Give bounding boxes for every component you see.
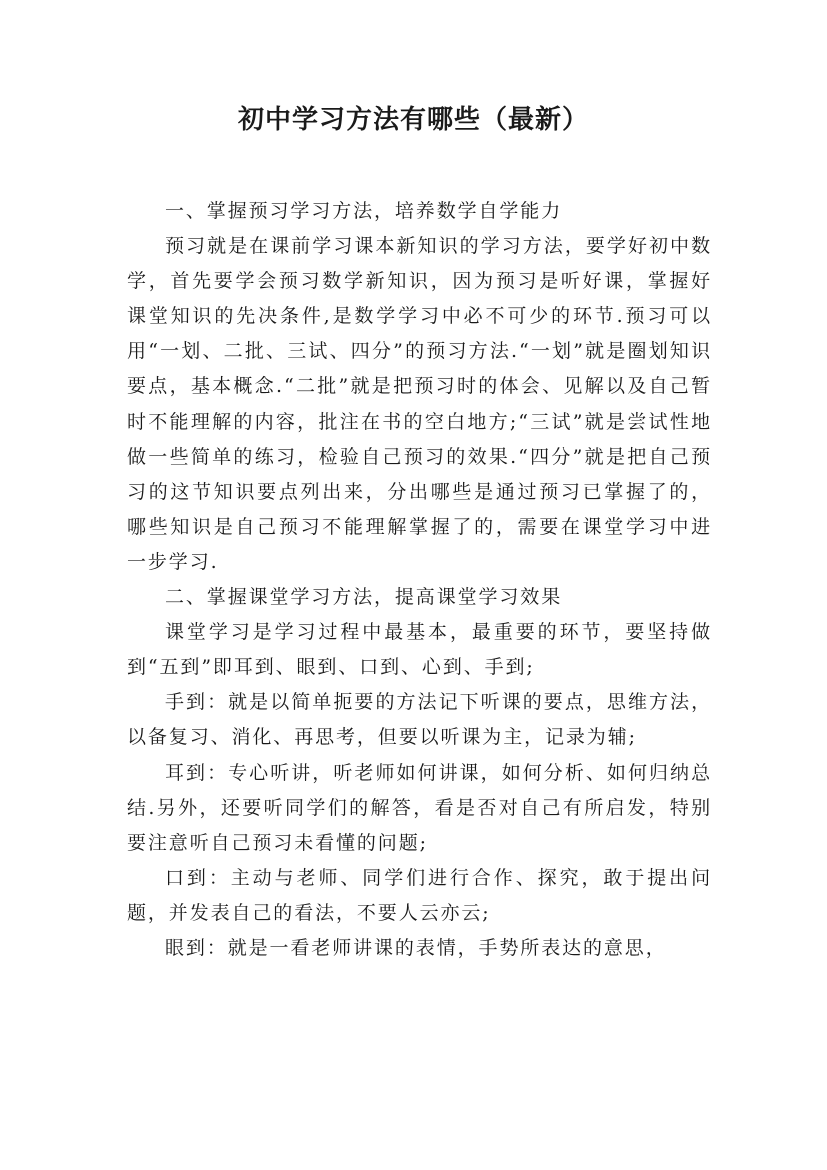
- paragraph-ears: 耳到：专心听讲，听老师如何讲课，如何分析、如何归纳总结.另外，还要听同学们的解答，看是否对自己有所启发，特别要注意听自己预习未看懂的问题;: [127, 761, 712, 854]
- paragraph-preview-method: 预习就是在课前学习课本新知识的学习方法，要学好初中数学，首先要学会预习数学新知识，因为预习是听好课，掌握好课堂知识的先决条件,是数学学习中必不可少的环节.预习可以用“一划、二批、三试、四分”的预习方法.“一划”就是圈划知识要点，基本概念.“二批”就是把预习时的体会、见解以及自己暂时不能理解的内容，批注在书的空白地方;“三试”就是尝试性地做一些简单的练习，检验自己预习的效果.“四分”就是把自己预习的这节知识要点列出来，分出哪些是通过预习已掌握了的，哪些知识是自己预习不能理解掌握了的，需要在课堂学习中进一步学习.: [127, 235, 712, 573]
- document-title: 初中学习方法有哪些（最新）: [237, 105, 589, 135]
- paragraph-eyes: 眼到：就是一看老师讲课的表情，手势所表达的意思，: [165, 936, 667, 959]
- document-body: [127, 194, 712, 966]
- section-heading-2: 二、掌握课堂学习方法，提高课堂学习效果: [165, 586, 563, 609]
- paragraph-classroom-learning: 课堂学习是学习过程中最基本，最重要的环节，要坚持做到“五到”即耳到、眼到、口到、心到、手到;: [127, 621, 712, 679]
- paragraph-mouth: 口到：主动与老师、同学们进行合作、探究，敢于提出问题，并发表自己的看法，不要人云亦云;: [127, 866, 712, 924]
- section-heading-1: 一、掌握预习学习方法，培养数学自学能力: [165, 200, 563, 222]
- paragraph-hands: 手到：就是以简单扼要的方法记下听课的要点，思维方法，以备复习、消化、再思考，但要以听课为主，记录为辅;: [127, 691, 712, 749]
